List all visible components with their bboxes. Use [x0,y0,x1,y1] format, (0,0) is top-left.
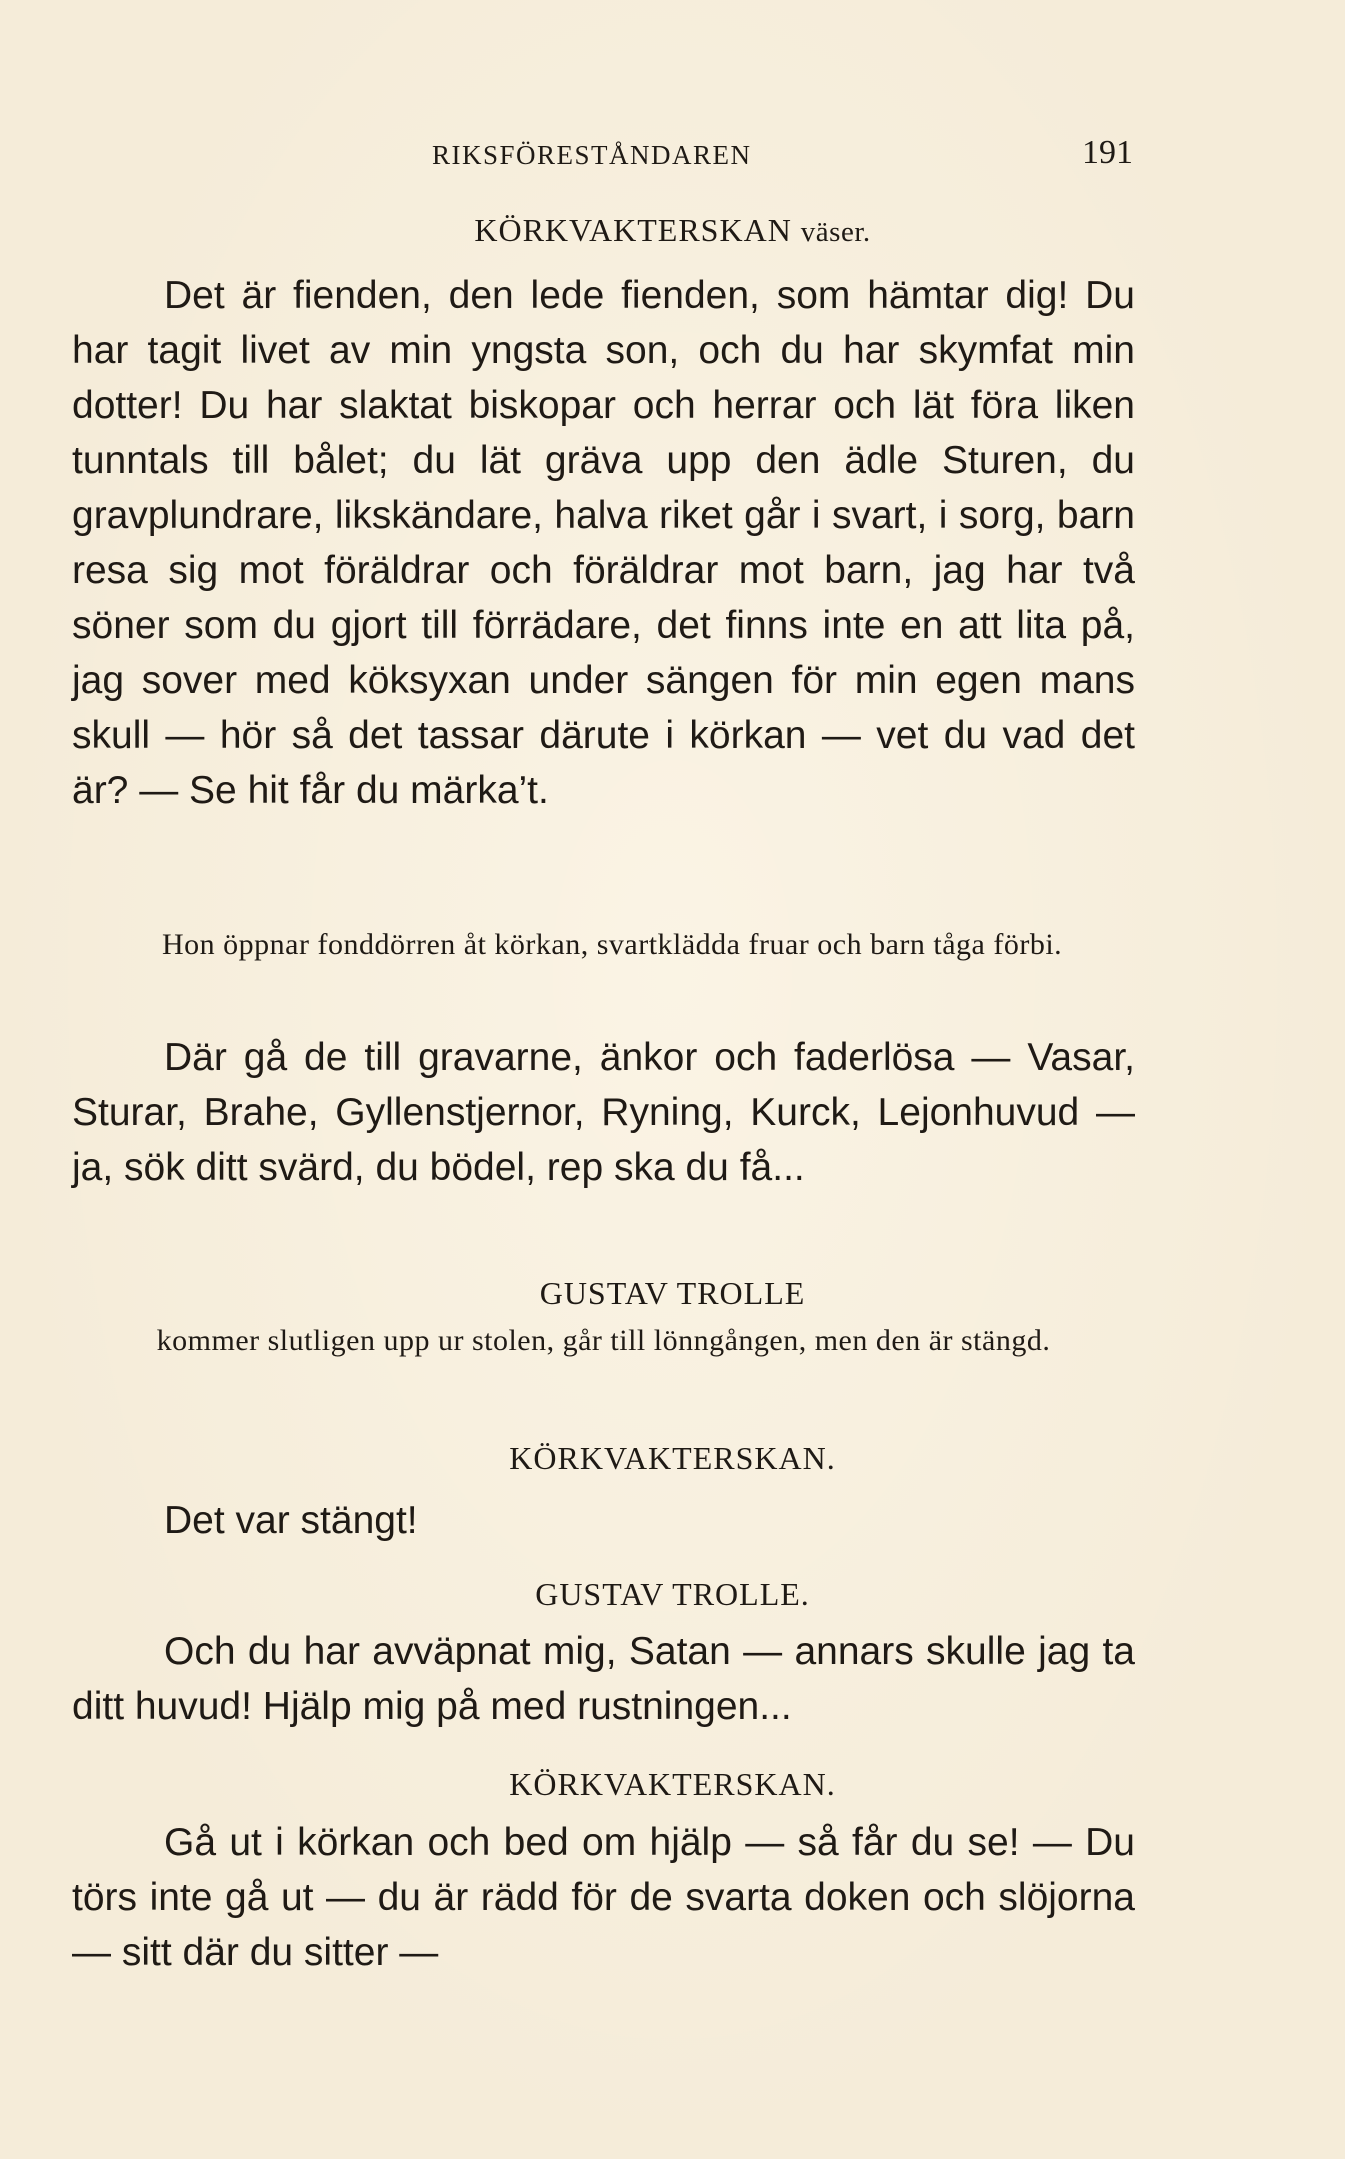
stage-direction: Hon öppnar fonddörren åt körkan, svartklädda fruar och barn tåga förbi. [162,928,1063,961]
speaker-heading: KÖRKVAKTERSKAN. [509,1766,836,1802]
speech-paragraph: Det var stängt! [164,1499,418,1542]
speech-paragraph: Där gå de till gravarne, änkor och faderlösa — Vasar, Sturar, Brahe, Gyllenstjernor, Ryning, Kurck, Lejonhuvud — ja, sök ditt svärd, du bödel, rep ska du få... [72,1036,1135,1189]
speaker-heading: KÖRKVAKTERSKAN. [509,1440,836,1476]
speaker-heading: GUSTAV TROLLE. [535,1576,810,1612]
stage-direction: kommer slutligen upp ur stolen, går till lönngången, men den är stängd. [156,1324,1051,1357]
speaker-heading: GUSTAV TROLLE [539,1275,806,1311]
page-number: 191 [1082,134,1133,171]
speech-paragraph: Det är fienden, den lede fienden, som hämtar dig! Du har tagit livet av min yngsta son, och du har skymfat min dotter! Du har slaktat biskopar och herrar och lät föra liken tunntals till bålet; du lät gräva upp den ädle Sturen, du gravplundrare, likskändare, halva riket går i svart, i sorg, barn resa sig mot föräldrar och föräldrar mot barn, jag har två söner som du gjort till förrädare, det finns inte en att lita på, jag sover med köksyxan under sängen för min egen mans skull — hör så det tassar därute i körkan — vet du vad det är? — Se hit får du märka’t. [72,274,1135,812]
speech-paragraph: Gå ut i körkan och bed om hjälp — så får du se! — Du törs inte gå ut — du är rädd för de svarta doken och slöjorna — sitt där du sitter — [72,1821,1135,1974]
speaker-direction: väser. [800,216,871,248]
speaker-heading [0,212,1345,249]
speech-paragraph: Och du har avväpnat mig, Satan — annars skulle jag ta ditt huvud! Hjälp mig på med rustningen... [72,1630,1135,1728]
speaker-name: KÖRKVAKTERSKAN [474,212,792,248]
running-header: RIKSFÖRESTÅNDAREN [432,140,752,170]
